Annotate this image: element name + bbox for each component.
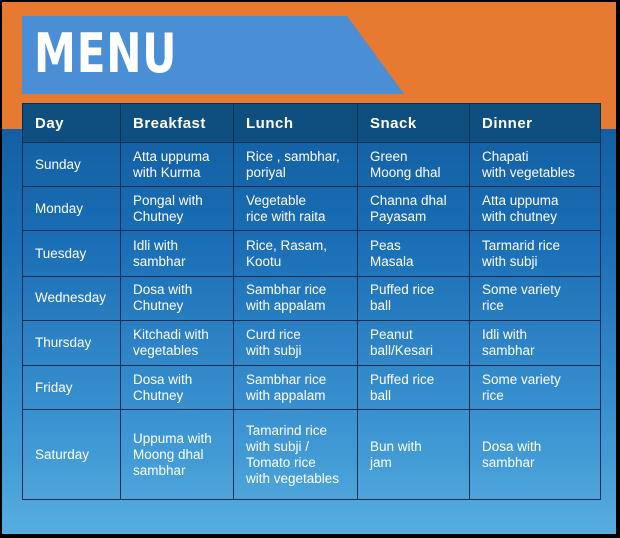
table-header-row [23, 104, 601, 143]
dish-line: with appalam [246, 387, 326, 403]
day-cell: Thursday [23, 320, 121, 365]
lunch-cell [234, 320, 358, 365]
dish-line: Tamarind rice [246, 422, 328, 438]
dish-line: Some variety [482, 371, 561, 387]
table-row [23, 231, 601, 276]
snack-cell [358, 187, 470, 231]
dish-line: Dosa with [482, 438, 542, 454]
dish-line: sambhar [133, 462, 186, 478]
dish-line: Curd rice [246, 327, 301, 343]
dish-line: jam [370, 454, 392, 470]
dinner-cell [470, 320, 601, 365]
dish-line: Chapati [482, 148, 529, 164]
menu-card [2, 2, 616, 534]
dish-line: with subji [246, 343, 302, 359]
dish-line: Masala [370, 253, 414, 269]
dinner-cell [470, 143, 601, 187]
day-cell: Tuesday [23, 231, 121, 276]
lunch-cell [234, 143, 358, 187]
dish-line: Chutney [133, 387, 184, 403]
dish-line: rice with raita [246, 208, 326, 224]
dish-line: Tarmarid rice [482, 237, 561, 253]
dish-line: with appalam [246, 298, 326, 314]
dish-line: vegetables [133, 343, 199, 359]
dish-line: Kootu [246, 253, 282, 269]
lunch-cell [234, 366, 358, 410]
dinner-cell [470, 366, 601, 410]
dish-line: Bun with [370, 438, 422, 454]
dinner-cell [470, 231, 601, 276]
dish-line: Rice , sambhar, [246, 148, 340, 164]
dish-line: with subji / [246, 438, 310, 454]
dish-line: Dosa with [133, 282, 193, 298]
dish-line: Moong dhal [133, 446, 204, 462]
breakfast-cell [121, 143, 234, 187]
table-row [23, 276, 601, 320]
lunch-cell [234, 231, 358, 276]
lunch-cell [234, 187, 358, 231]
day-cell: Saturday [23, 410, 121, 500]
dish-line: with Kurma [133, 164, 201, 180]
header-breakfast: Breakfast [121, 104, 234, 143]
dish-line: Sambhar rice [246, 371, 327, 387]
dish-line: Puffed rice [370, 282, 435, 298]
day-cell: Wednesday [23, 276, 121, 320]
dish-line: with vegetables [482, 164, 576, 180]
dish-line: Chutney [133, 298, 184, 314]
day-cell: Friday [23, 366, 121, 410]
lunch-cell [234, 276, 358, 320]
day-cell: Monday [23, 187, 121, 231]
breakfast-cell [121, 276, 234, 320]
table-row [23, 187, 601, 231]
dinner-cell [470, 187, 601, 231]
dish-line: Moong dhal [370, 164, 441, 180]
breakfast-cell [121, 366, 234, 410]
snack-cell [358, 366, 470, 410]
weekly-menu-table [22, 103, 601, 500]
table-row [23, 410, 601, 500]
dish-line: ball/Kesari [370, 343, 434, 359]
dish-line: sambhar [482, 454, 535, 470]
snack-cell [358, 231, 470, 276]
snack-cell [358, 143, 470, 187]
menu-title: MENU [34, 22, 178, 85]
dish-line: Atta uppuma [482, 192, 559, 208]
day-cell: Sunday [23, 143, 121, 187]
dish-line: sambhar [133, 253, 186, 269]
dish-line: Vegetable [246, 192, 307, 208]
dish-line: Peas [370, 237, 401, 253]
breakfast-cell [121, 187, 234, 231]
table-row [23, 320, 601, 365]
snack-cell [358, 320, 470, 365]
dish-line: Sambhar rice [246, 282, 327, 298]
dish-line: Dosa with [133, 371, 193, 387]
breakfast-cell [121, 320, 234, 365]
dish-line: poriyal [246, 164, 286, 180]
header-snack: Snack [358, 104, 470, 143]
breakfast-cell [121, 231, 234, 276]
dish-line: ball [370, 298, 392, 314]
dish-line: Tomato rice [246, 454, 316, 470]
dish-line: with chutney [482, 208, 558, 224]
dish-line: ball [370, 387, 392, 403]
dish-line: Payasam [370, 208, 427, 224]
dish-line: Rice, Rasam, [246, 237, 328, 253]
breakfast-cell [121, 410, 234, 500]
dish-line: Atta uppuma [133, 148, 210, 164]
header-day: Day [23, 104, 121, 143]
snack-cell [358, 276, 470, 320]
dish-line: Peanut [370, 327, 413, 343]
dish-line: with vegetables [246, 470, 340, 486]
dish-line: Chutney [133, 208, 184, 224]
header-lunch: Lunch [234, 104, 358, 143]
dish-line: Some variety [482, 282, 561, 298]
dish-line: Green [370, 148, 408, 164]
header-dinner: Dinner [470, 104, 601, 143]
dish-line: rice [482, 387, 504, 403]
snack-cell [358, 410, 470, 500]
dish-line: Channa dhal [370, 192, 447, 208]
table-row [23, 143, 601, 187]
dish-line: Uppuma with [133, 430, 212, 446]
dish-line: rice [482, 298, 504, 314]
dish-line: with subji [482, 253, 538, 269]
dinner-cell [470, 276, 601, 320]
dish-line: Puffed rice [370, 371, 435, 387]
lunch-cell [234, 410, 358, 500]
dish-line: Idli with [482, 327, 528, 343]
dish-line: Kitchadi with [133, 327, 209, 343]
table-row [23, 366, 601, 410]
dish-line: sambhar [482, 343, 535, 359]
dinner-cell [470, 410, 601, 500]
dish-line: Idli with [133, 237, 179, 253]
dish-line: Pongal with [133, 192, 203, 208]
